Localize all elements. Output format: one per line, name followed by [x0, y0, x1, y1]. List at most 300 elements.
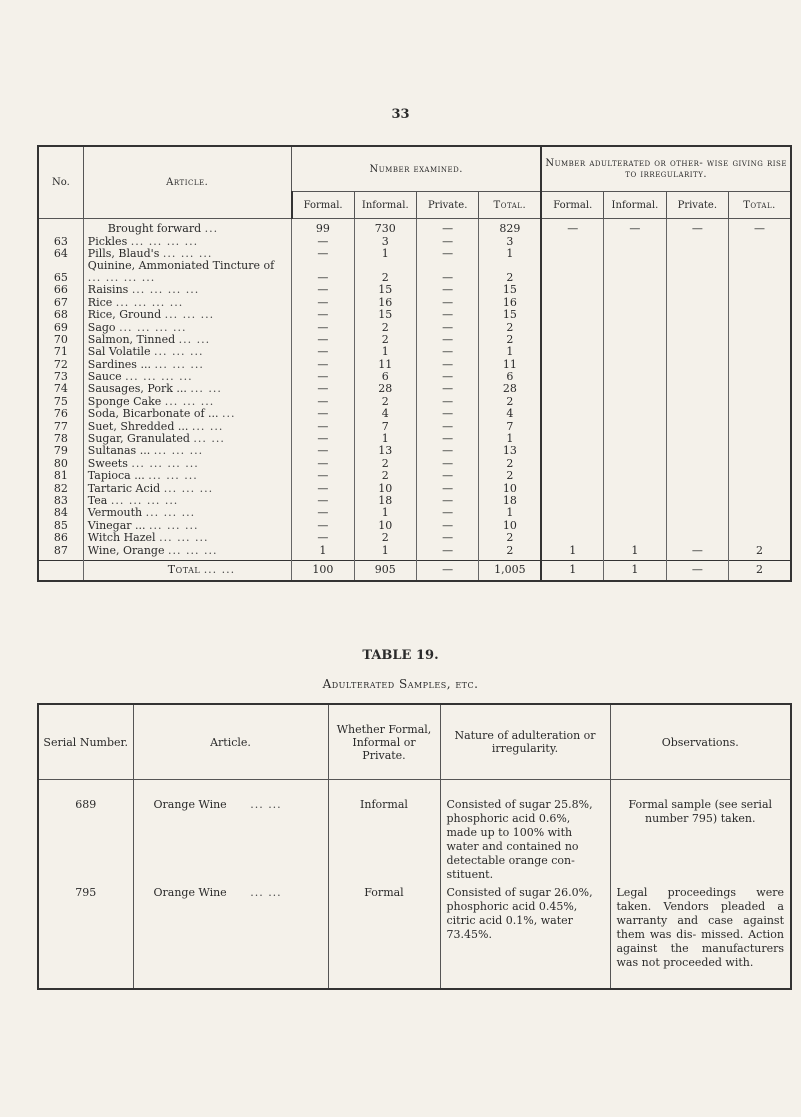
adulterated-informal-cell [604, 260, 666, 284]
adulterated-total-cell [729, 433, 791, 445]
header-article: Article. [133, 704, 328, 780]
row-number: 63 [38, 235, 83, 247]
formal-cell: — [292, 532, 354, 544]
formal-cell: — [292, 235, 354, 247]
sample-type: Formal [328, 884, 440, 989]
leader-dots: ... ... ... [148, 470, 198, 483]
article-name: Witch Hazel [87, 531, 156, 545]
adulterated-total-cell [729, 420, 791, 432]
table19-title: TABLE 19. [362, 648, 439, 663]
adulterated-formal-cell: — [541, 219, 603, 236]
table-row [38, 219, 791, 236]
adulterated-formal-cell [541, 235, 603, 247]
article-name: Tea [87, 494, 108, 507]
adulterated-formal-cell [541, 420, 603, 432]
total-cell: 10 [479, 482, 541, 494]
adulterated-informal-cell [604, 359, 666, 371]
formal-cell: — [292, 495, 354, 507]
header-nature: Nature of adulteration or irregularity. [440, 704, 610, 780]
article-cell [83, 420, 291, 432]
formal-cell: 1 [292, 544, 354, 560]
table-row [38, 470, 791, 482]
adulterated-private-cell [666, 284, 728, 296]
table-row [38, 445, 791, 457]
adulterated-informal-cell [604, 458, 666, 470]
adulterated-informal-cell [604, 248, 666, 260]
private-cell: — [416, 544, 478, 560]
informal-cell: 2 [354, 260, 416, 284]
adulterated-private-cell [666, 408, 728, 420]
informal-cell: 15 [354, 284, 416, 296]
formal-cell: — [292, 334, 354, 346]
total-informal: 905 [354, 560, 416, 581]
adulterated-total-cell [729, 371, 791, 383]
formal-cell: — [292, 371, 354, 383]
formal-cell: — [292, 408, 354, 420]
table-row [38, 284, 791, 296]
article-cell [83, 520, 291, 532]
adulterated-private-cell [666, 458, 728, 470]
article-name: Orange Wine [153, 798, 227, 811]
informal-cell: 730 [354, 219, 416, 236]
informal-cell: 1 [354, 248, 416, 260]
total-adulterated-private: — [666, 560, 728, 581]
adulterated-private-cell [666, 260, 728, 284]
adulterated-private-cell: — [666, 219, 728, 236]
adulterated-total-cell [729, 297, 791, 309]
private-cell: — [416, 248, 478, 260]
adulterated-total-cell: 2 [729, 544, 791, 560]
private-cell: — [416, 507, 478, 519]
row-number: 77 [38, 420, 83, 432]
private-cell: — [416, 235, 478, 247]
table-row [38, 334, 791, 346]
row-number: 85 [38, 520, 83, 532]
adulterated-private-cell [666, 321, 728, 333]
article-name: Sponge Cake [87, 395, 162, 408]
table-row [38, 346, 791, 358]
nature-of-adulteration: Consisted of sugar 25.8%, phosphoric acid 0.6%, made up to 100% with water and contained no detectable orange con- stituent. [440, 780, 610, 885]
leader-dots: ... ... ... ... [131, 457, 199, 470]
adulterated-private-cell [666, 297, 728, 309]
article-name: Suet, Shredded ... [87, 420, 189, 433]
private-cell: — [416, 482, 478, 494]
total-cell: 10 [479, 520, 541, 532]
adulterated-private-cell [666, 445, 728, 457]
informal-cell: 16 [354, 297, 416, 309]
table-row [38, 235, 791, 247]
total-cell: 15 [479, 309, 541, 321]
table-row [38, 433, 791, 445]
article-name: Brought forward [107, 222, 202, 236]
page-number: 33 [391, 107, 410, 122]
article-name: Sauce [87, 370, 122, 384]
leader-dots: ... ... [250, 886, 282, 899]
leader-dots: ... [222, 408, 236, 421]
private-cell: — [416, 260, 478, 284]
adulterated-informal-cell [604, 408, 666, 420]
table-row [38, 396, 791, 408]
informal-cell: 13 [354, 445, 416, 457]
article-cell [83, 383, 291, 395]
private-cell: — [416, 420, 478, 432]
adulterated-total-cell [729, 309, 791, 321]
table-row [38, 248, 791, 260]
table-row [38, 420, 791, 432]
adulterated-informal-cell: 1 [604, 544, 666, 560]
leader-dots: ... ... ... ... [119, 321, 187, 334]
article-cell [83, 482, 291, 494]
adulterated-informal-cell [604, 297, 666, 309]
private-cell: — [416, 495, 478, 507]
adulterated-private-cell [666, 248, 728, 260]
private-cell: — [416, 297, 478, 309]
header-article: Article. [83, 146, 291, 219]
total-cell: 28 [479, 383, 541, 395]
total-cell: 7 [479, 420, 541, 432]
adulterated-informal-cell [604, 433, 666, 445]
adulterated-formal-cell [541, 248, 603, 260]
adulterated-informal-cell [604, 495, 666, 507]
informal-cell: 6 [354, 371, 416, 383]
row-number: 79 [38, 445, 83, 457]
row-number: 65 [38, 260, 83, 284]
header-observations: Observations. [610, 704, 791, 780]
adulterated-formal-cell [541, 507, 603, 519]
table-row [38, 383, 791, 395]
article-cell [83, 371, 291, 383]
adulterated-formal-cell [541, 284, 603, 296]
article-name: Sultanas ... [87, 445, 151, 458]
article-name: Sausages, Pork ... [87, 383, 187, 396]
adulterated-informal-cell [604, 445, 666, 457]
total-adulterated-formal: 1 [541, 560, 603, 581]
adulterated-formal-cell [541, 334, 603, 346]
adulterated-total-cell [729, 470, 791, 482]
row-number: 69 [38, 321, 83, 333]
private-cell: — [416, 309, 478, 321]
leader-dots: ... [204, 222, 219, 236]
article-name: Wine, Orange [87, 544, 165, 557]
total-cell: 2 [479, 458, 541, 470]
article-name: Rice [87, 296, 113, 309]
adulterated-formal-cell [541, 321, 603, 333]
formal-cell: — [292, 309, 354, 321]
article-cell [133, 780, 328, 885]
adulterated-total-cell [729, 383, 791, 395]
private-cell: — [416, 520, 478, 532]
adulterated-private-cell [666, 507, 728, 519]
total-cell: 15 [479, 284, 541, 296]
article-name: Tapioca ... [87, 470, 145, 483]
article-name: Sal Volatile [87, 346, 151, 359]
adulterated-formal-cell [541, 408, 603, 420]
adulterated-private-cell [666, 433, 728, 445]
total-cell: 2 [479, 334, 541, 346]
header-number-examined: Number examined. [292, 146, 542, 192]
table19-subtitle: Adulterated Samples, etc. [322, 677, 479, 691]
row-number: 73 [38, 371, 83, 383]
adulterated-informal-cell [604, 371, 666, 383]
total-adulterated-total: 2 [729, 560, 791, 581]
table-row [38, 309, 791, 321]
row-number: 67 [38, 297, 83, 309]
row-number: 76 [38, 408, 83, 420]
header-adulterated-formal: Formal. [541, 192, 603, 219]
article-cell [83, 219, 291, 236]
article-name: Vermouth [87, 507, 143, 520]
article-name: Sugar, Granulated [87, 432, 190, 446]
total-formal: 100 [292, 560, 354, 581]
table-row [38, 532, 791, 544]
adulterated-private-cell [666, 495, 728, 507]
private-cell: — [416, 219, 478, 236]
informal-cell: 1 [354, 507, 416, 519]
private-cell: — [416, 321, 478, 333]
formal-cell: — [292, 346, 354, 358]
adulterated-private-cell [666, 396, 728, 408]
table-row [38, 371, 791, 383]
leader-dots: ... ... ... [163, 482, 214, 495]
article-name: Salmon, Tinned [87, 333, 176, 346]
total-cell: 1 [479, 248, 541, 260]
article-name: Vinegar ... [87, 519, 146, 532]
total-private: — [416, 560, 478, 581]
private-cell: — [416, 284, 478, 296]
total-cell: 2 [479, 544, 541, 560]
adulterated-formal-cell [541, 260, 603, 284]
informal-cell: 15 [354, 309, 416, 321]
row-number: 78 [38, 433, 83, 445]
header-private: Private. [416, 192, 478, 219]
article-cell [83, 445, 291, 457]
adulterated-informal-cell: — [604, 219, 666, 236]
article-cell [83, 495, 291, 507]
total-cell: 2 [479, 396, 541, 408]
adulterated-total-cell [729, 284, 791, 296]
article-name: Quinine, Ammoniated Tincture of [87, 260, 275, 273]
informal-cell: 11 [354, 359, 416, 371]
adulterated-samples-table [37, 703, 792, 990]
article-cell [133, 884, 328, 989]
formal-cell: — [292, 420, 354, 432]
nature-of-adulteration: Consisted of sugar 26.0%, phosphoric acid 0.45%, citric acid 0.1%, water 73.45%. [440, 884, 610, 989]
formal-cell: — [292, 433, 354, 445]
total-label-cell [83, 560, 291, 581]
leader-dots: ... ... ... ... [131, 284, 200, 297]
adulterated-informal-cell [604, 235, 666, 247]
article-name: Sweets [87, 457, 128, 470]
private-cell: — [416, 334, 478, 346]
table-row [38, 359, 791, 371]
adulterated-private-cell [666, 359, 728, 371]
header-informal: Informal. [354, 192, 416, 219]
table-row [38, 520, 791, 532]
adulterated-informal-cell [604, 507, 666, 519]
private-cell: — [416, 470, 478, 482]
adulterated-formal-cell [541, 532, 603, 544]
total-label: Total [167, 563, 201, 577]
article-cell [83, 334, 291, 346]
observations: Formal sample (see serial number 795) taken. [610, 780, 791, 885]
adulterated-formal-cell [541, 359, 603, 371]
informal-cell: 2 [354, 321, 416, 333]
table-row [38, 507, 791, 519]
total-cell: 2 [479, 260, 541, 284]
table-row [38, 458, 791, 470]
leader-dots: ... ... [250, 798, 282, 811]
adulterated-formal-cell [541, 371, 603, 383]
table-row [38, 408, 791, 420]
private-cell: — [416, 408, 478, 420]
article-cell [83, 396, 291, 408]
adulterated-informal-cell [604, 396, 666, 408]
total-cell: 4 [479, 408, 541, 420]
formal-cell: 99 [292, 219, 354, 236]
formal-cell: — [292, 482, 354, 494]
adulterated-private-cell [666, 334, 728, 346]
adulterated-formal-cell [541, 458, 603, 470]
private-cell: — [416, 458, 478, 470]
informal-cell: 2 [354, 458, 416, 470]
leader-dots: ... ... ... ... [130, 235, 199, 248]
informal-cell: 10 [354, 482, 416, 494]
leader-dots: ... ... ... [168, 544, 218, 557]
adulterated-informal-cell [604, 383, 666, 395]
adulterated-formal-cell [541, 396, 603, 408]
adulterated-total-cell [729, 458, 791, 470]
row-number: 83 [38, 495, 83, 507]
row-number: 75 [38, 396, 83, 408]
private-cell: — [416, 346, 478, 358]
row-number: 86 [38, 532, 83, 544]
informal-cell: 1 [354, 544, 416, 560]
adulterated-total-cell [729, 520, 791, 532]
formal-cell: — [292, 359, 354, 371]
adulterated-formal-cell [541, 297, 603, 309]
adulterated-total-cell [729, 396, 791, 408]
row-number: 72 [38, 359, 83, 371]
adulterated-informal-cell [604, 309, 666, 321]
informal-cell: 28 [354, 383, 416, 395]
total-cell: 2 [479, 532, 541, 544]
formal-cell: — [292, 248, 354, 260]
leader-dots: ... ... [190, 383, 222, 396]
private-cell: — [416, 371, 478, 383]
adulterated-informal-cell [604, 470, 666, 482]
private-cell: — [416, 383, 478, 395]
article-cell [83, 433, 291, 445]
article-name: Sardines ... [87, 358, 151, 371]
row-number [38, 219, 83, 236]
adulterated-total-cell [729, 359, 791, 371]
adulterated-formal-cell [541, 383, 603, 395]
article-name: Pickles [87, 235, 128, 248]
adulterated-informal-cell [604, 321, 666, 333]
article-name: Tartaric Acid [87, 482, 161, 495]
serial-number: 795 [75, 886, 97, 899]
row-number: 82 [38, 482, 83, 494]
article-name: Orange Wine [153, 886, 227, 899]
adulterated-informal-cell [604, 334, 666, 346]
adulterated-private-cell [666, 309, 728, 321]
adulterated-total-cell [729, 235, 791, 247]
total-cell: 2 [479, 321, 541, 333]
total-cell: 829 [479, 219, 541, 236]
article-cell [83, 408, 291, 420]
article-cell [83, 321, 291, 333]
header-whether-formal: Whether Formal, Informal or Private. [328, 704, 440, 780]
informal-cell: 10 [354, 520, 416, 532]
private-cell: — [416, 433, 478, 445]
article-name: Raisins [87, 284, 129, 297]
total-row [38, 560, 791, 581]
adulterated-total-cell [729, 334, 791, 346]
adulterated-private-cell [666, 420, 728, 432]
article-name: Pills, Blaud's [87, 247, 160, 260]
formal-cell: — [292, 284, 354, 296]
header-adulterated-private: Private. [666, 192, 728, 219]
total-cell: 3 [479, 235, 541, 247]
adulterated-private-cell [666, 371, 728, 383]
private-cell: — [416, 445, 478, 457]
adulterated-formal-cell: 1 [541, 544, 603, 560]
serial-number: 689 [75, 798, 97, 811]
adulterated-formal-cell [541, 495, 603, 507]
leader-dots: ... ... [191, 420, 224, 433]
informal-cell: 2 [354, 470, 416, 482]
row-number: 68 [38, 309, 83, 321]
table-row [38, 482, 791, 494]
formal-cell: — [292, 445, 354, 457]
table-row [38, 780, 791, 885]
observations: Legal proceedings were taken. Vendors pleaded a warranty and case against them was dis- missed. Action against the manufacturers was not proceeded with. [610, 884, 791, 989]
header-formal: Formal. [292, 192, 354, 219]
header-total: Total. [479, 192, 541, 219]
total-cell: 1 [479, 507, 541, 519]
article-cell [83, 284, 291, 296]
row-number: 80 [38, 458, 83, 470]
adulterated-total-cell [729, 260, 791, 284]
leader-dots: ... ... [193, 432, 225, 446]
samples-examined-table [37, 145, 792, 582]
adulterated-informal-cell [604, 346, 666, 358]
table-row [38, 297, 791, 309]
leader-dots: ... ... ... ... [110, 494, 179, 507]
article-cell [83, 297, 291, 309]
article-cell [83, 346, 291, 358]
adulterated-private-cell [666, 235, 728, 247]
leader-dots: ... ... ... [154, 358, 204, 371]
adulterated-private-cell [666, 520, 728, 532]
adulterated-total-cell: — [729, 219, 791, 236]
formal-cell: — [292, 321, 354, 333]
adulterated-total-cell [729, 321, 791, 333]
table-row [38, 260, 791, 284]
leader-dots: ... ... ... [149, 519, 199, 532]
total-cell: 6 [479, 371, 541, 383]
leader-dots: ... ... ... [164, 308, 215, 322]
total-cell: 18 [479, 495, 541, 507]
total-cell: 16 [479, 297, 541, 309]
private-cell: — [416, 359, 478, 371]
adulterated-total-cell [729, 408, 791, 420]
total-cell: 1 [479, 346, 541, 358]
formal-cell: — [292, 507, 354, 519]
article-name: Rice, Ground [87, 308, 162, 322]
row-number: 64 [38, 248, 83, 260]
row-number: 74 [38, 383, 83, 395]
